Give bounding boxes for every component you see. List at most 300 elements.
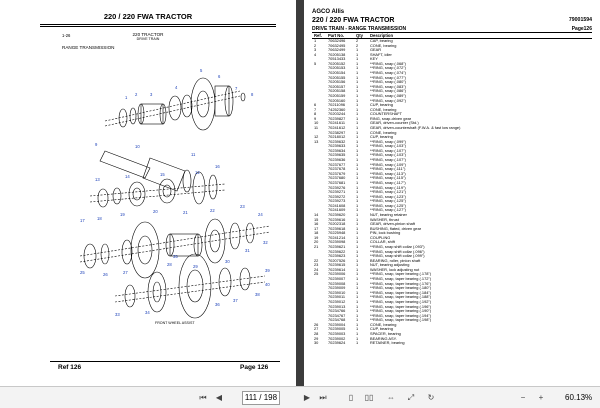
row-qty: 1 [356, 184, 359, 190]
row-description: GEAR, driven-pinion shaft [370, 221, 415, 227]
callout-5: 5 [200, 68, 203, 73]
callout-36: 36 [215, 302, 220, 307]
row-qty: 1 [356, 88, 359, 94]
row-ref: 1 [314, 38, 317, 43]
row-part-no: 70205158 [328, 88, 346, 94]
row-part-no: 70205154 [328, 70, 346, 76]
row-description: **RING, snap shift collar (.096") [370, 248, 425, 254]
row-part-no: 70225948 [328, 230, 346, 236]
row-ref: 9 [314, 115, 317, 121]
row-qty: 1 [356, 262, 359, 268]
row-ref: 22 [314, 257, 319, 263]
figure-code: 1-26 [62, 33, 71, 38]
column-header-qty: Qty [356, 32, 363, 38]
row-part-no: 70241214 [328, 234, 346, 240]
row-description: **RING, snap (.099") [370, 138, 406, 144]
row-ref: 26 [314, 321, 319, 327]
row-ref: 15 [314, 216, 319, 222]
row-description: **RING, snap (.127") [370, 207, 406, 213]
row-description: CONE, bearing [370, 42, 397, 48]
row-ref: 4 [314, 51, 317, 57]
row-qty: 1 [356, 111, 359, 117]
row-description: NUT, bearing adjusting [370, 262, 410, 268]
callout-10: 10 [135, 144, 140, 149]
row-part-no: 70237679 [328, 170, 346, 176]
last-page-icon[interactable]: ⏭ [319, 393, 327, 402]
row-qty: 1 [356, 170, 359, 176]
row-part-no: 70205152 [328, 60, 346, 66]
middle-ring-row [90, 172, 225, 207]
row-part-no: 70205157 [328, 83, 346, 89]
row-qty: 1 [356, 266, 359, 272]
row-qty: 1 [356, 225, 359, 231]
row-part-no: 70234768 [328, 317, 346, 323]
row-description: **RING, snap shift collar (.099") [370, 253, 425, 259]
row-part-no: 70239012 [328, 298, 346, 304]
row-qty: 1 [356, 207, 359, 213]
callout-15: 15 [160, 172, 165, 177]
row-description: **RING, snap, taper bearing (.178") [370, 271, 432, 277]
callout-34: 34 [145, 310, 150, 315]
row-qty: 1 [356, 289, 359, 295]
row-part-no: 70239005 [328, 326, 346, 332]
row-part-no: 70237680 [328, 175, 346, 181]
fwa-gear-assembly [115, 254, 265, 318]
row-part-no: 70207526 [328, 257, 346, 263]
header-rule [312, 32, 592, 33]
pinion-shaft-assembly [80, 219, 270, 278]
row-ref: 30 [314, 340, 319, 346]
row-part-no: 70237678 [328, 166, 346, 172]
row-qty: 1 [356, 189, 359, 195]
row-qty: 1 [356, 102, 359, 108]
callout-33: 33 [115, 312, 120, 317]
callout-7: 7 [235, 86, 238, 91]
row-part-no: 70239827 [328, 115, 346, 121]
row-description: WASHER, lock adjusting nut [370, 266, 420, 272]
parts-table [304, 39, 600, 346]
row-part-no: 70513433 [328, 56, 346, 62]
row-qty: 1 [356, 280, 359, 286]
first-page-icon[interactable]: ⏮ [199, 393, 207, 402]
row-part-no: 70237681 [328, 179, 346, 185]
callout-19: 19 [120, 212, 125, 217]
parts-list-subtitle: DRIVE TRAIN - RANGE TRANSMISSION [312, 26, 407, 32]
row-description: **RING, snap, taper bearing (.172") [370, 276, 432, 282]
row-ref: 10 [314, 120, 319, 126]
row-part-no: 70239007 [328, 276, 346, 282]
row-qty: 2 [356, 42, 359, 48]
fit-width-icon[interactable]: ⇔ [387, 393, 395, 402]
callout-17: 17 [80, 218, 85, 223]
row-description: CONE, bearing [370, 106, 397, 112]
callout-14: 14 [125, 174, 130, 179]
row-ref: 3 [314, 47, 317, 53]
row-part-no: 70239002 [328, 335, 346, 341]
row-qty: 1 [356, 198, 359, 204]
row-description: **RING, snap (.121") [370, 189, 406, 195]
callout-24: 24 [258, 212, 263, 217]
row-qty: 1 [356, 326, 359, 332]
row-qty: 1 [356, 234, 359, 240]
callout-30: 30 [225, 259, 230, 264]
row-part-no: 70239615 [328, 262, 346, 268]
row-part-no: 70239004 [328, 321, 346, 327]
row-qty: 1 [356, 211, 359, 217]
row-part-no: 70632496 [328, 38, 346, 43]
row-qty: 1 [356, 253, 359, 259]
row-qty: 1 [356, 202, 359, 208]
row-ref: 25 [314, 271, 319, 277]
row-part-no: 70205159 [328, 92, 346, 98]
footer-rule [50, 361, 280, 362]
exploded-parts-diagram [75, 56, 275, 326]
row-part-no: 70239622 [328, 248, 346, 254]
row-part-no: 70239636 [328, 157, 346, 163]
footer-ref: Ref 126 [58, 364, 82, 371]
row-qty: 1 [356, 179, 359, 185]
row-qty: 1 [356, 138, 359, 144]
callout-29: 29 [193, 264, 198, 269]
row-ref: 27 [314, 326, 319, 332]
callout-13: 13 [95, 177, 100, 182]
row-qty: 1 [356, 134, 359, 140]
row-description: **RING, snap, taper bearing (.188") [370, 294, 432, 300]
row-part-no: 70211096 [328, 102, 346, 108]
row-description: **RING, snap, taper bearing (.180") [370, 285, 432, 291]
row-qty: 1 [356, 65, 359, 71]
callout-26: 26 [103, 272, 108, 277]
row-part-no: 70239616 [328, 216, 346, 222]
brand-name: AGCO Allis [312, 9, 345, 15]
column-header-part-no: Part No. [328, 32, 345, 38]
row-part-no: 70234766 [328, 308, 346, 314]
row-part-no: 70205156 [328, 79, 346, 85]
footer-page: Page 126 [240, 364, 269, 371]
callout-18: 18 [97, 216, 102, 221]
callout-31: 31 [245, 248, 250, 253]
row-part-no: 70239632 [328, 138, 346, 144]
row-part-no: 70205153 [328, 65, 346, 71]
callout-21: 21 [183, 210, 188, 215]
row-qty: 2 [356, 38, 359, 43]
row-description: **RING, snap (.107") [370, 147, 406, 153]
row-description: CAP, bearing [370, 38, 393, 43]
row-qty: 1 [356, 157, 359, 163]
subtitle-line-2: DRIVE TRAIN [136, 37, 160, 42]
row-description: **RING, snap (.115") [370, 175, 406, 181]
row-qty: 1 [356, 152, 359, 158]
row-part-no: 70632495 [328, 42, 346, 48]
callout-32: 32 [263, 240, 268, 245]
row-description: **RING, snap (.103") [370, 143, 406, 149]
callout-4: 4 [175, 85, 178, 90]
callout-38: 38 [255, 292, 260, 297]
viewer-toolbar [0, 386, 600, 408]
row-qty: 1 [356, 143, 359, 149]
callout-16: 16 [215, 164, 220, 169]
row-qty: 1 [356, 298, 359, 304]
parts-page-number: Page126 [571, 26, 592, 32]
callout-39: 39 [265, 268, 270, 273]
row-ref: 24 [314, 266, 319, 272]
row-description: **RING, snap (.107") [370, 157, 406, 163]
row-ref: 28 [314, 331, 319, 336]
row-qty: 1 [356, 340, 359, 346]
row-part-no: 70202318 [328, 221, 346, 227]
row-description: **RING, snap, taper bearing (.198") [370, 317, 432, 323]
callout-23: 23 [240, 204, 245, 209]
callout-25: 25 [80, 270, 85, 275]
row-part-no: 70205138 [328, 51, 346, 57]
row-part-no: 70238297 [328, 129, 346, 135]
row-qty: 1 [356, 285, 359, 291]
row-qty: 1 [356, 70, 359, 76]
row-part-no: 70239003 [328, 331, 346, 336]
row-part-no: 70205160 [328, 97, 346, 103]
row-part-no: 74252360 [328, 106, 346, 112]
row-ref: 18 [314, 230, 319, 236]
callout-3: 3 [150, 92, 153, 97]
row-part-no: 70205155 [328, 74, 346, 80]
row-qty: 1 [356, 317, 359, 323]
row-qty: 1 [356, 166, 359, 172]
row-qty: 1 [356, 124, 359, 130]
rotate-icon[interactable]: ↻ [427, 393, 435, 402]
row-description: CONE, bearing [370, 129, 397, 135]
row-part-no: 70203244 [328, 111, 346, 117]
right-page [304, 0, 600, 386]
row-part-no: 70239098 [328, 239, 346, 245]
row-qty: 1 [356, 79, 359, 85]
diagram-caption: FRONT WHEEL ASSIST [155, 321, 195, 325]
row-qty: 1 [356, 60, 359, 66]
row-part-no: 70239273 [328, 198, 346, 204]
row-description: WASHER, thrust [370, 216, 399, 222]
row-description: **RING, snap (.068") [370, 60, 406, 66]
row-description: **RING, snap (.092") [370, 97, 406, 103]
row-description: **RING, snap, taper bearing (.184") [370, 289, 432, 295]
title-rule-2 [40, 26, 276, 27]
row-part-no: 70241611 [328, 120, 346, 126]
row-qty: 1 [356, 51, 359, 57]
figure-subtitle [0, 32, 296, 43]
row-ref: 7 [314, 106, 317, 112]
row-qty: 1 [356, 321, 359, 327]
row-description: CONE, bearing [370, 321, 397, 327]
row-qty: 1 [356, 312, 359, 318]
row-description: **RING, snap, taper bearing (.192") [370, 298, 432, 304]
row-ref: 19 [314, 234, 319, 240]
row-description: **RING, snap (.125") [370, 202, 406, 208]
row-description: GEAR [370, 47, 382, 53]
row-qty: 1 [356, 193, 359, 199]
row-description: **RING, snap (.089") [370, 92, 406, 98]
row-qty: 1 [356, 276, 359, 282]
row-description: GEAR, driven-counter (Std.) [370, 120, 419, 126]
column-header-ref: Ref. [314, 32, 322, 38]
page-title: 220 / 220 FWA TRACTOR [103, 12, 193, 21]
row-qty: 1 [356, 257, 359, 263]
row-description: **RING, snap (.077") [370, 74, 406, 80]
row-description: BEARING, roller, pinion shaft [370, 257, 421, 263]
document-number: 79001594 [568, 17, 592, 23]
row-description: **RING, snap (.109") [370, 161, 406, 167]
row-part-no: 70239271 [328, 189, 346, 195]
row-description: **RING, snap (.125") [370, 198, 406, 204]
row-part-no: 70239621 [328, 244, 346, 250]
countershaft [100, 151, 191, 192]
row-part-no: 70239633 [328, 143, 346, 149]
row-description: **RING, snap (.111") [370, 166, 406, 172]
parts-list-title: 220 / 220 FWA TRACTOR [312, 17, 395, 24]
callout-12: 12 [195, 170, 200, 175]
row-qty: 1 [356, 120, 359, 126]
row-description: CUP, bearing [370, 326, 393, 332]
row-description: NUT, bearing retainer [370, 211, 407, 217]
row-description: CUP, bearing [370, 134, 393, 140]
row-part-no: 70239634 [328, 147, 346, 153]
row-part-no: 70241612 [328, 124, 346, 130]
row-description: **RING, snap, taper bearing (.194") [370, 312, 432, 318]
row-ref: 23 [314, 262, 319, 268]
row-qty: 1 [356, 308, 359, 314]
table-row [304, 341, 600, 346]
row-qty: 1 [356, 97, 359, 103]
zoom-out-icon[interactable]: − [520, 393, 526, 402]
row-description: **RING, snap shift collar (.093") [370, 244, 425, 250]
row-description: GEAR, driven-countershaft (F.W.A. & fast low range) [370, 124, 461, 130]
row-ref: 8 [314, 111, 317, 117]
row-qty: 1 [356, 294, 359, 300]
next-page-icon[interactable]: ▶ [303, 393, 311, 402]
callout-27: 27 [123, 270, 128, 275]
row-description: **RING, snap (.086") [370, 88, 406, 94]
row-part-no: 70239013 [328, 303, 346, 309]
row-qty: 1 [356, 74, 359, 80]
row-ref: 12 [314, 134, 319, 140]
callout-11: 11 [191, 152, 196, 157]
row-qty: 1 [356, 230, 359, 236]
row-qty: 1 [356, 56, 359, 62]
fit-page-icon[interactable]: ⤢ [407, 393, 415, 402]
row-description: SHAFT, idler [370, 51, 392, 57]
row-description: COLLAR, shift [370, 239, 395, 245]
row-ref: 17 [314, 225, 319, 231]
row-ref: 13 [314, 138, 319, 144]
callout-40: 40 [265, 282, 270, 287]
row-qty: 1 [356, 115, 359, 121]
row-ref: 21 [314, 244, 319, 250]
row-description: **RING, snap, taper bearing (.176") [370, 280, 432, 286]
row-qty: 1 [356, 239, 359, 245]
row-ref: 20 [314, 239, 319, 245]
row-ref: 16 [314, 221, 319, 227]
callout-1: 1 [125, 95, 128, 100]
row-part-no: 70632499 [328, 47, 346, 53]
row-qty: 1 [356, 147, 359, 153]
row-description: **RING, snap (.119") [370, 184, 406, 190]
row-qty: 1 [356, 271, 359, 277]
row-description: **RING, snap (.123") [370, 193, 406, 199]
row-description: **RING, snap (.072") [370, 65, 406, 71]
row-qty: 1 [356, 92, 359, 98]
row-description: CUP, bearing [370, 102, 393, 108]
row-qty: 1 [356, 244, 359, 250]
zoom-level[interactable]: 60.13% [565, 393, 593, 402]
row-ref: 29 [314, 335, 319, 341]
row-qty: 1 [356, 47, 359, 53]
row-qty: 1 [356, 161, 359, 167]
previous-page-icon[interactable]: ◀ [215, 393, 223, 402]
callout-37: 37 [233, 298, 238, 303]
row-qty: 1 [356, 175, 359, 181]
row-ref: 2 [314, 42, 317, 48]
callout-35: 35 [173, 254, 178, 259]
row-description: PIN, lock bushing [370, 230, 401, 236]
row-description: **RING, snap (.103") [370, 152, 406, 158]
row-part-no: 70218012 [328, 134, 346, 140]
two-page-view-icon[interactable]: ▯▯ [364, 393, 374, 402]
row-part-no: 70241608 [328, 202, 346, 208]
callout-28: 28 [167, 262, 172, 267]
title-rule [40, 24, 276, 25]
subtitle-line-1: 220 TRACTOR [132, 32, 164, 37]
row-part-no: 70239272 [328, 193, 346, 199]
row-description: **RING, snap (.117") [370, 179, 406, 185]
row-description: **RING, snap (.113") [370, 170, 406, 176]
row-part-no: 70239618 [328, 225, 346, 231]
row-description: SPACER, bearing [370, 331, 401, 336]
row-qty: 1 [356, 303, 359, 309]
row-part-no: 70239276 [328, 184, 346, 190]
row-description: COUNTERSHAFT [370, 111, 402, 117]
row-qty: 1 [356, 335, 359, 341]
row-description: **RING, snap (.080") [370, 79, 406, 85]
row-part-no: 70237677 [328, 161, 346, 167]
callout-20: 20 [153, 209, 158, 214]
row-qty: 1 [356, 129, 359, 135]
row-description: **RING, snap (.083") [370, 83, 406, 89]
row-part-no: 70239010 [328, 289, 346, 295]
callout-9: 9 [95, 142, 98, 147]
row-ref: 5 [314, 60, 317, 66]
row-qty: 1 [356, 83, 359, 89]
row-qty: 1 [356, 248, 359, 254]
row-qty: 1 [356, 221, 359, 227]
row-part-no: 70239614 [328, 266, 346, 272]
row-ref: 11 [314, 124, 319, 130]
callout-8: 8 [251, 92, 254, 97]
row-part-no: 70239011 [328, 294, 346, 300]
row-part-no: 70239006 [328, 271, 346, 277]
row-part-no: 70239009 [328, 285, 346, 291]
row-description: **RING, snap (.074") [370, 70, 406, 76]
row-part-no: 70234767 [328, 312, 346, 318]
zoom-in-icon[interactable]: + [538, 393, 544, 402]
row-part-no: 70239624 [328, 340, 346, 346]
callout-22: 22 [210, 208, 215, 213]
callout-2: 2 [135, 92, 138, 97]
single-page-view-icon[interactable]: ▯ [348, 393, 354, 402]
row-description: RING, snap-driven gear [370, 115, 412, 121]
callout-6: 6 [218, 74, 221, 79]
row-qty: 1 [356, 331, 359, 336]
row-description: RETAINER, bearing [370, 340, 405, 346]
page-number-input[interactable]: 111 / 198 [242, 391, 280, 405]
row-description: KEY [370, 56, 378, 62]
left-page [0, 0, 296, 386]
